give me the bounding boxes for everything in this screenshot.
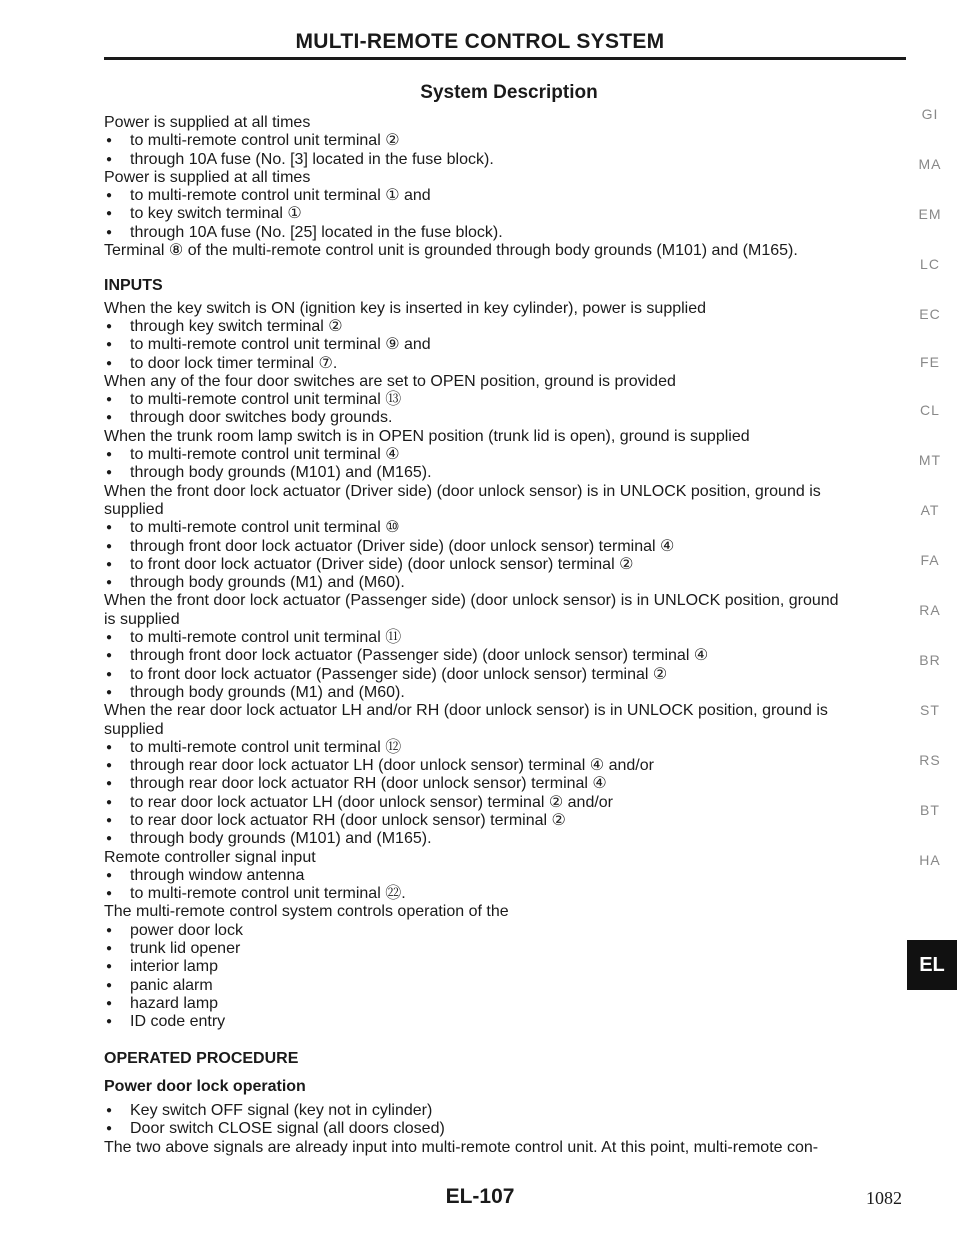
inputs-bullet-item: ● hazard lamp (104, 995, 914, 1013)
page-number: EL-107 (445, 1185, 515, 1208)
inputs-bullet-item: ● to rear door lock actuator LH (door unlock sensor) terminal ② and/or (104, 794, 914, 812)
tab-ha[interactable]: HA (919, 852, 941, 868)
inputs-bullet-item: ● to door lock timer terminal ⑦. (104, 355, 914, 373)
inputs-bullet-item: ● through key switch terminal ② (104, 318, 914, 336)
inputs-bullet-item: ● interior lamp (104, 958, 914, 976)
inputs-text-line: supplied (104, 500, 164, 518)
page-header: MULTI-REMOTE CONTROL SYSTEM (295, 30, 665, 53)
inputs-bullet-item: ● through body grounds (M1) and (M60). (104, 574, 914, 592)
inputs-bullet-item: ● through door switches body grounds. (104, 409, 914, 427)
inputs-bullet-item: ● to multi-remote control unit terminal ㉒. (104, 885, 914, 903)
pdl-bullet-item: ● Door switch CLOSE signal (all doors closed) (104, 1120, 914, 1138)
inputs-bullet-item: ● through body grounds (M101) and (M165). (104, 830, 914, 848)
tab-br[interactable]: BR (919, 652, 941, 668)
inputs-text-line: When the front door lock actuator (Driver side) (door unlock sensor) is in UNLOCK position, ground is (104, 482, 821, 500)
power-door-lock-heading: Power door lock operation (104, 1077, 306, 1095)
inputs-bullet-item: ● to multi-remote control unit terminal ⑨ and (104, 336, 914, 354)
inputs-bullet-item: ● ID code entry (104, 1013, 914, 1031)
inputs-bullet-item: ● trunk lid opener (104, 940, 914, 958)
inputs-bullet-item: ● panic alarm (104, 977, 914, 995)
tab-at[interactable]: AT (920, 502, 940, 518)
header-rule (104, 57, 906, 60)
inputs-bullet-item: ● through window antenna (104, 867, 914, 885)
inputs-bullet-item: ● through front door lock actuator (Driver side) (door unlock sensor) terminal ④ (104, 538, 914, 556)
inputs-bullet-item: ● to multi-remote control unit terminal ④ (104, 446, 914, 464)
tab-el-active[interactable]: EL (907, 940, 957, 990)
inputs-bullet-item: ● power door lock (104, 922, 914, 940)
inputs-text-line: is supplied (104, 610, 180, 628)
inputs-text-line: When the rear door lock actuator LH and/or RH (door unlock sensor) is in UNLOCK position, ground is (104, 702, 828, 720)
inputs-text-line: When any of the four door switches are set to OPEN position, ground is provided (104, 372, 676, 390)
inputs-bullet-item: ● to multi-remote control unit terminal ⑩ (104, 519, 914, 537)
intro-bullet-item: ● to multi-remote control unit terminal ① and (104, 187, 914, 205)
content (104, 82, 914, 1157)
operated-procedure-heading: OPERATED PROCEDURE (104, 1049, 299, 1067)
inputs-bullet-item: ● through rear door lock actuator LH (door unlock sensor) terminal ④ and/or (104, 757, 914, 775)
tab-ra[interactable]: RA (919, 602, 941, 618)
intro-text-line: Terminal ⑧ of the multi-remote control unit is grounded through body grounds (M101) and (M165). (104, 242, 798, 260)
folio-number: 1082 (866, 1188, 902, 1208)
tab-em[interactable]: EM (918, 206, 942, 222)
tab-bt[interactable]: BT (920, 802, 940, 818)
power-door-lock-block (104, 1102, 914, 1157)
intro-text-line: Power is supplied at all times (104, 168, 311, 186)
inputs-bullet-item: ● to rear door lock actuator RH (door unlock sensor) terminal ② (104, 812, 914, 830)
intro-bullet-item: ● through 10A fuse (No. [3] located in the fuse block). (104, 151, 914, 169)
tab-fe[interactable]: FE (920, 354, 940, 370)
inputs-text-line: When the key switch is ON (ignition key is inserted in key cylinder), power is supplied (104, 299, 707, 317)
inputs-bullet-item: ● to front door lock actuator (Passenger side) (door unlock sensor) terminal ② (104, 666, 914, 684)
inputs-text-line: The multi-remote control system controls operation of the (104, 903, 509, 921)
inputs-text-line: When the trunk room lamp switch is in OPEN position (trunk lid is open), ground is supplied (104, 427, 750, 445)
tab-ma[interactable]: MA (918, 156, 942, 172)
tab-lc[interactable]: LC (920, 256, 940, 272)
inputs-bullet-item: ● to front door lock actuator (Driver side) (door unlock sensor) terminal ② (104, 556, 914, 574)
tab-cl[interactable]: CL (920, 402, 940, 418)
inputs-text-line: When the front door lock actuator (Passenger side) (door unlock sensor) is in UNLOCK position, ground (104, 592, 839, 610)
tab-rs[interactable]: RS (919, 752, 941, 768)
inputs-text-line: Remote controller signal input (104, 848, 316, 866)
pdl-text-line: The two above signals are already input into multi-remote control unit. At this point, multi-remote con- (104, 1138, 819, 1156)
inputs-bullet-item: ● through rear door lock actuator RH (door unlock sensor) terminal ④ (104, 775, 914, 793)
section-title: System Description (420, 82, 598, 103)
inputs-bullet-item: ● through body grounds (M1) and (M60). (104, 684, 914, 702)
pdl-bullet-item: ● Key switch OFF signal (key not in cylinder) (104, 1102, 914, 1120)
intro-text-line: Power is supplied at all times (104, 114, 311, 131)
intro-block (104, 114, 914, 260)
inputs-bullet-item: ● through front door lock actuator (Passenger side) (door unlock sensor) terminal ④ (104, 647, 914, 665)
inputs-text-line: supplied (104, 720, 164, 738)
intro-bullet-item: ● to multi-remote control unit terminal ② (104, 132, 914, 150)
inputs-heading: INPUTS (104, 277, 163, 295)
intro-bullet-item: ● through 10A fuse (No. [25] located in the fuse block). (104, 224, 914, 242)
tab-mt[interactable]: MT (918, 452, 942, 468)
tab-fa[interactable]: FA (920, 552, 940, 568)
inputs-block (104, 300, 914, 1032)
tab-gi[interactable]: GI (921, 106, 939, 122)
tab-ec[interactable]: EC (919, 306, 941, 322)
tab-st[interactable]: ST (920, 702, 940, 718)
inputs-bullet-item: ● through body grounds (M101) and (M165). (104, 464, 914, 482)
inputs-bullet-item: ● to multi-remote control unit terminal ⑫ (104, 739, 914, 757)
inputs-bullet-item: ● to multi-remote control unit terminal ⑪ (104, 629, 914, 647)
intro-bullet-item: ● to key switch terminal ① (104, 205, 914, 223)
inputs-bullet-item: ● to multi-remote control unit terminal ⑬ (104, 391, 914, 409)
